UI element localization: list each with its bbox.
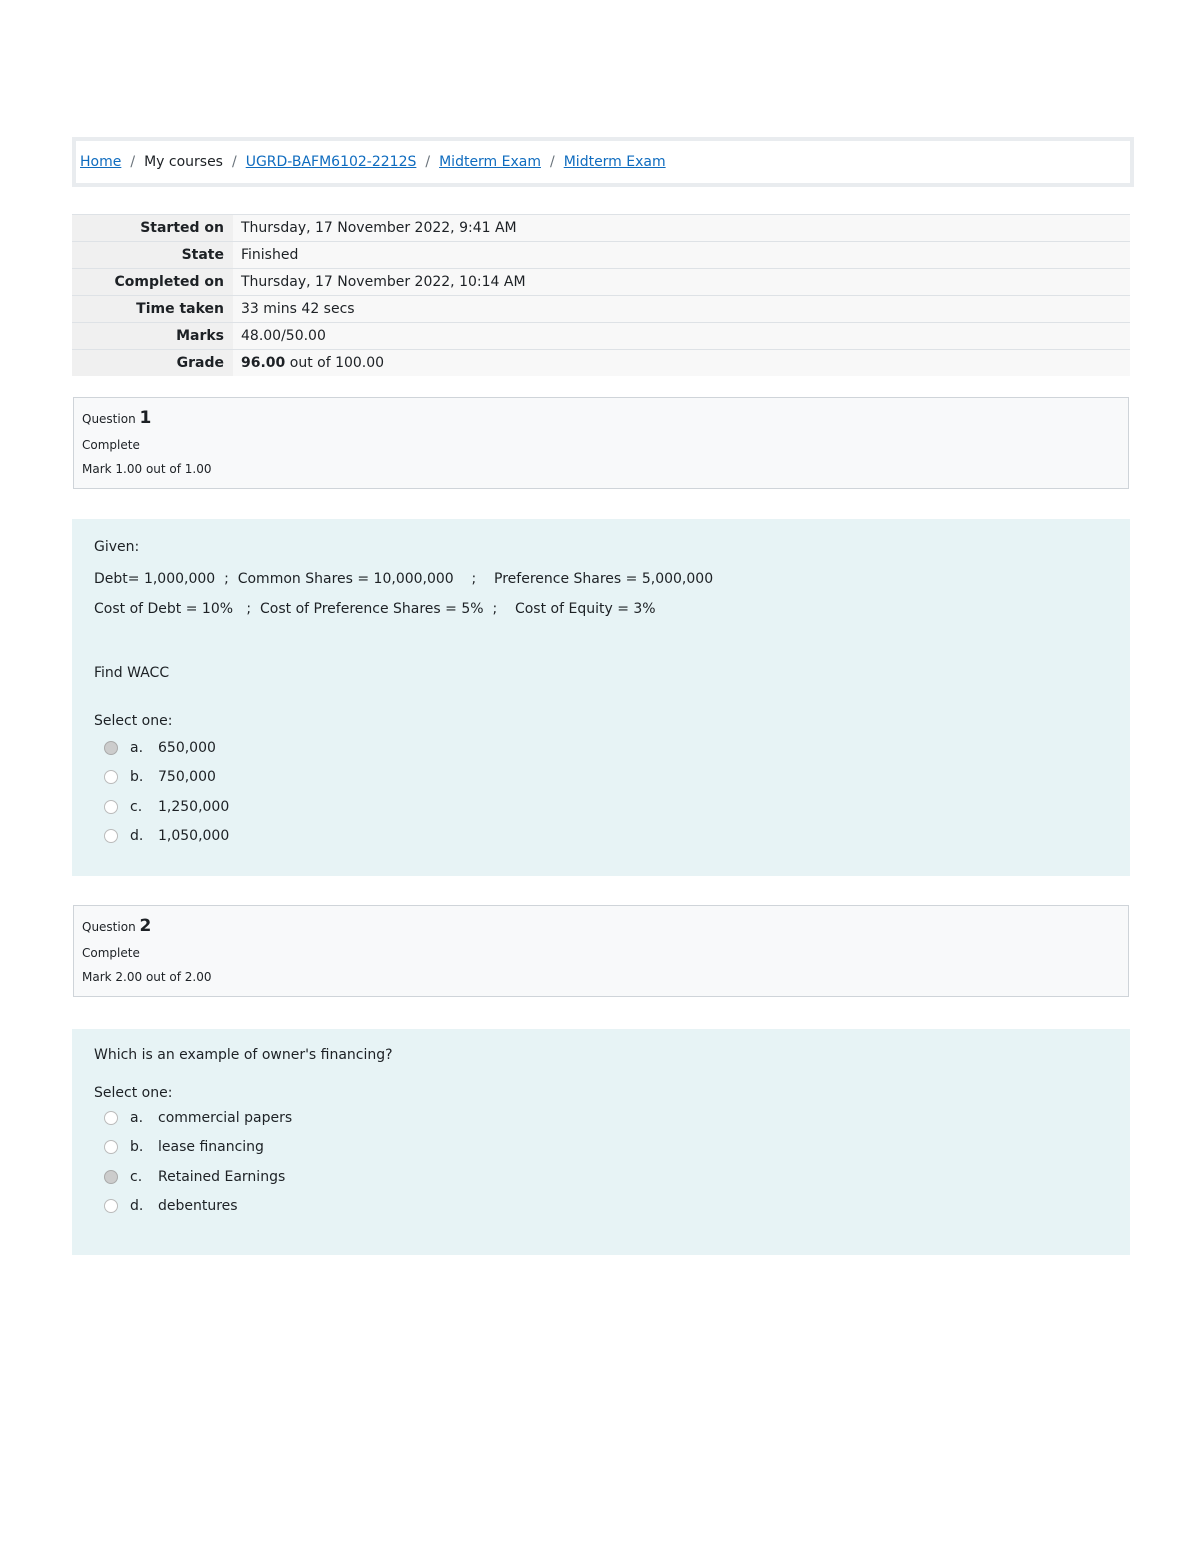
row-label: Marks [72, 323, 233, 350]
grade-out-of: out of 100.00 [289, 355, 385, 371]
row-label: Started on [72, 215, 233, 242]
breadcrumb [72, 137, 1134, 187]
table-row [72, 269, 1130, 296]
radio[interactable] [104, 1140, 118, 1154]
table-row [72, 296, 1130, 323]
breadcrumb-my-courses: My courses [144, 154, 223, 170]
question-text: Given: [94, 539, 140, 555]
option-text: 1,050,000 [158, 828, 230, 845]
question-label: Question [82, 920, 136, 934]
answer-option-b[interactable] [94, 1133, 1108, 1163]
answer-option-d[interactable] [94, 1192, 1108, 1222]
question-number: 2 [139, 916, 152, 936]
answer-option-a[interactable] [94, 733, 1108, 763]
question-text: Which is an example of owner's financing? [94, 1047, 393, 1063]
table-row [72, 323, 1130, 350]
option-text: debentures [158, 1198, 238, 1215]
question-text: Debt= 1,000,000 ; Common Shares = 10,000,000 ; Preference Shares = 5,000,000 [94, 571, 714, 587]
breadcrumb-exam-attempt-link[interactable]: Midterm Exam [563, 154, 666, 170]
row-label: Completed on [72, 269, 233, 296]
row-value: 48.00/50.00 [233, 323, 1130, 350]
breadcrumb-home-link[interactable]: Home [80, 154, 122, 170]
row-value: Finished [233, 242, 1130, 269]
option-letter: b. [130, 1139, 144, 1156]
radio-selected[interactable] [104, 741, 118, 755]
breadcrumb-separator: / [550, 154, 555, 170]
radio[interactable] [104, 800, 118, 814]
question-number: 1 [139, 408, 152, 428]
row-label: Time taken [72, 296, 233, 323]
answer-option-a[interactable] [94, 1103, 1108, 1133]
question-state: Complete [82, 438, 140, 452]
option-letter: c. [130, 1168, 143, 1185]
radio[interactable] [104, 770, 118, 784]
question-1-info [73, 397, 1129, 489]
row-label: State [72, 242, 233, 269]
breadcrumb-separator: / [130, 154, 136, 170]
question-2-info [73, 905, 1129, 997]
breadcrumb-separator: / [425, 154, 431, 170]
question-text: Cost of Debt = 10% ; Cost of Preference Shares = 5% ; Cost of Equity = 3% [94, 601, 656, 617]
table-row [72, 350, 1130, 377]
attempt-summary-table [72, 214, 1130, 376]
answer-option-b[interactable] [94, 763, 1108, 793]
breadcrumb-course-link[interactable]: UGRD-BAFM6102-2212S [245, 154, 417, 170]
row-value: Thursday, 17 November 2022, 9:41 AM [233, 215, 1130, 242]
breadcrumb-separator: / [231, 154, 237, 170]
table-row [72, 242, 1130, 269]
row-label: Grade [72, 350, 233, 377]
question-state: Complete [82, 946, 140, 960]
question-mark: Mark 1.00 out of 1.00 [82, 462, 212, 476]
option-letter: a. [130, 739, 144, 756]
question-1-content [72, 519, 1130, 876]
option-letter: c. [130, 798, 143, 815]
answer-option-c[interactable] [94, 792, 1108, 822]
option-letter: d. [130, 828, 144, 845]
option-letter: d. [130, 1198, 144, 1215]
row-value: 33 mins 42 secs [233, 296, 1130, 323]
option-letter: a. [130, 1109, 144, 1126]
question-label: Question [82, 412, 136, 426]
radio[interactable] [104, 1111, 118, 1125]
question-prompt: Find WACC [94, 665, 170, 681]
row-value: Thursday, 17 November 2022, 10:14 AM [233, 269, 1130, 296]
select-one-label: Select one: [94, 1085, 173, 1101]
select-one-label: Select one: [94, 713, 173, 729]
radio[interactable] [104, 829, 118, 843]
grade-value: 96.00 [241, 355, 286, 371]
option-text: 1,250,000 [158, 798, 230, 815]
option-text: Retained Earnings [158, 1168, 286, 1185]
breadcrumb-exam-link[interactable]: Midterm Exam [439, 154, 541, 170]
option-text: commercial papers [158, 1109, 293, 1126]
radio[interactable] [104, 1199, 118, 1213]
answer-option-c[interactable] [94, 1162, 1108, 1192]
option-text: 650,000 [158, 739, 216, 756]
row-value [233, 350, 1130, 377]
question-2-content [72, 1029, 1130, 1255]
option-letter: b. [130, 769, 144, 786]
question-mark: Mark 2.00 out of 2.00 [82, 970, 212, 984]
table-row [72, 215, 1130, 242]
radio-selected[interactable] [104, 1170, 118, 1184]
option-text: 750,000 [158, 769, 216, 786]
answer-option-d[interactable] [94, 822, 1108, 852]
option-text: lease financing [158, 1139, 264, 1156]
